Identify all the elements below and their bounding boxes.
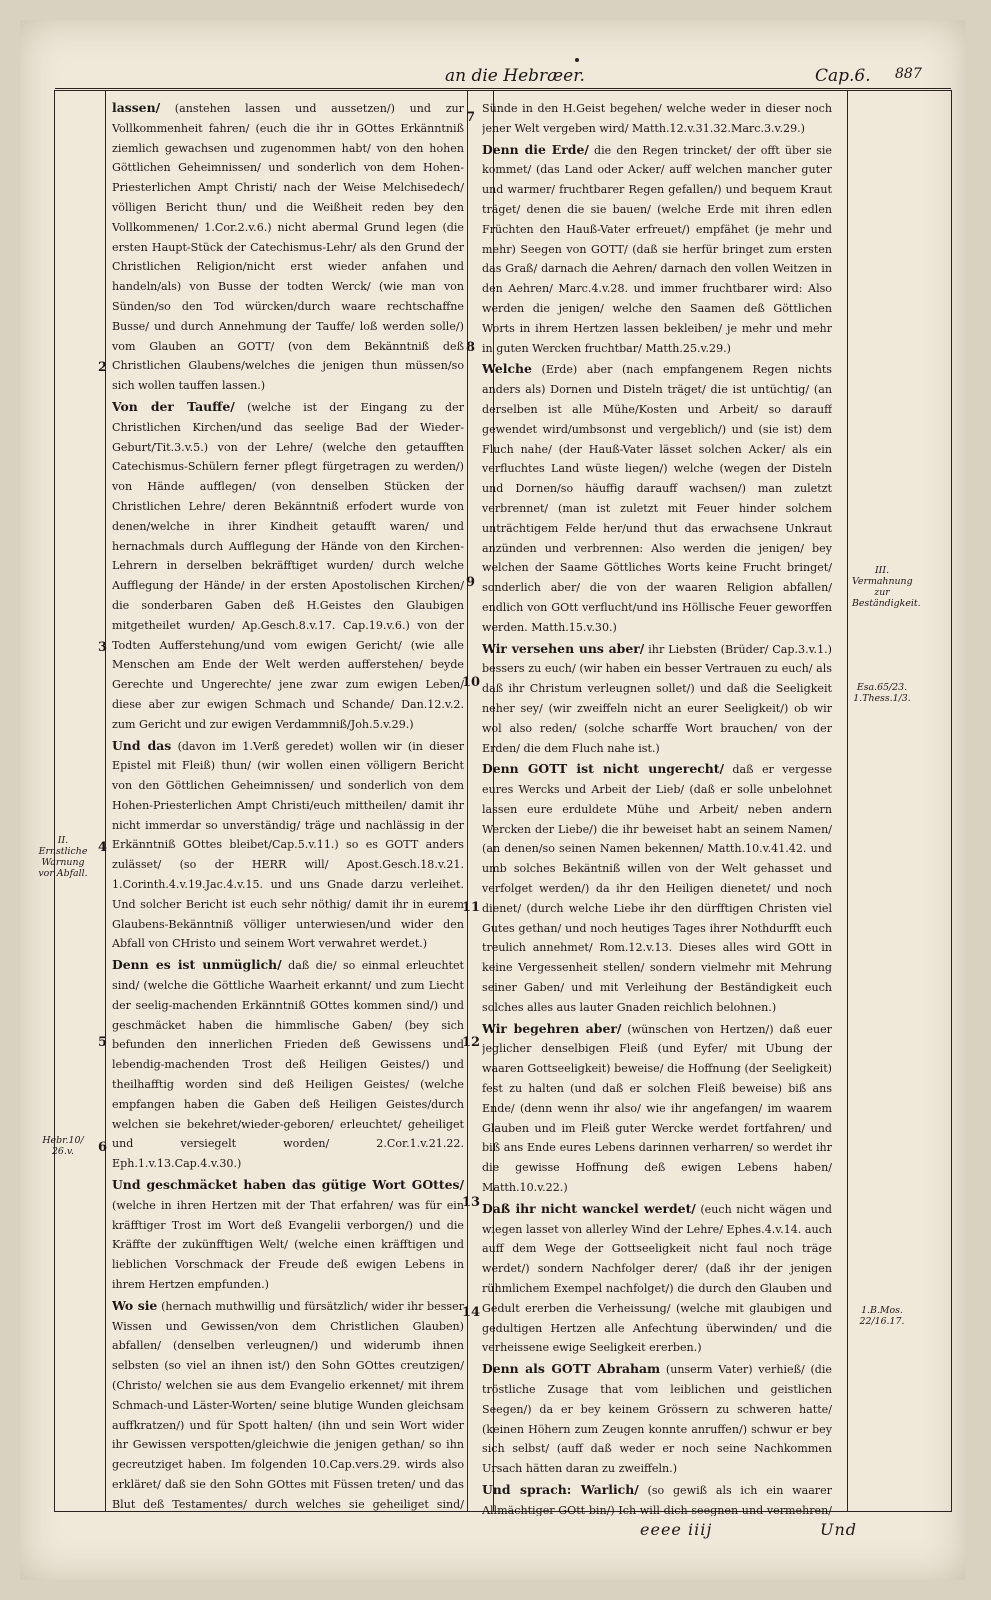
left-margin-rule: [105, 91, 106, 1511]
verse-number: 14: [462, 1305, 481, 1320]
verse-gloss: (welche in ihren Hertzen mit der That erfahren/ was für ein kräfftiger Trost im Wort deß Evangelii verborgen/) und die Kräffte der zukünfftigen Welt/ (welche einen kräfftigen und lieblichen Vorschmack der Freude deß ewigen Lebens in ihrem Hertzen empfunden.): [112, 1198, 464, 1292]
verse-gloss: die den Regen trincket/ der offt über sie kommet/ (das Land oder Acker/ auff welchen mancher guter und warmer/ fruchtbarer Regen gefallen/) und bequem Kraut träget/ denen die sie bauen/ (welche Erde mit ihren edlen Früchten den Hauß-Vater erfreuet/) empfähet (je mehr und mehr) Seegen von GOTT/ (daß sie herfür bringet zum ersten das Graß/ darnach die Aehren/ darnach den vollen Weitzen in den Aehren/ Marc.4.v.28. und immer fruchtbarer wird: Also werden die jenigen/ welche den Saamen deß Göttlichen Worts in ihrem Hertzen lassen bekleiben/ je mehr und mehr in guten Wercken fruchtbar/ Matth.25.v.29.): [482, 143, 832, 355]
left-column: [112, 98, 464, 1516]
verse-paragraph: [112, 397, 464, 735]
verse-lead: lassen/: [112, 100, 161, 115]
page-number: 887: [895, 66, 922, 82]
verse-number: 13: [462, 1195, 481, 1210]
verse-gloss: daß die/ so einmal erleuchtet sind/ (welche die Göttliche Waarheit erkannt/ und zum Liecht der seelig-machenden Erkänntniß GOttes kommen sind/) und geschmäcket haben die himmlische Gaben/ (bey sich befunden den innerlichen Frieden deß Gewissens und lebendig-machenden Trost deß Heiligen Geistes/) und theilhafftig worden sind deß Heiligen Geistes/ (welche empfangen haben die Gaben deß Heiligen Geistes/durch welchen sie bekehret/wieder-geboren/ erleuchtet/ geheiliget und versiegelt worden/ 2.Cor.1.v.21.22. Eph.1.v.13.Cap.4.v.30.): [112, 959, 464, 1171]
verse-gloss: ihr Liebsten (Brüder/ Cap.3.v.1.) bessers zu euch/ (wir haben ein besser Vertrauen zu euch/ als daß ihr Christum verleugnen sollet/) und daß die Seeligkeit neher sey/ (wir zweiffeln nicht an eurer Seeligkeit/) ob wir wol also reden/ (solche scharffe Wort brauchen/ von der Erden/ die dem Fluch nahe ist.): [482, 642, 832, 755]
verse-paragraph: [482, 140, 832, 359]
verse-gloss: (euch nicht wägen und wiegen lasset von allerley Wind der Lehre/ Ephes.4.v.14. auch auff dem Wege der Gottseeligkeit nicht faul noch träge werdet/) sondern Nachfolger derer/ (daß ihr der jenigen rühmlichem Exempel nachfolget/) die durch den Glauben und Gedult ererben die Verheissung/ (welche mit glaubigen und gedultigen Hertzen alle Anfechtung überwinden/ und die verheissene ewige Seeligkeit ererben.): [482, 1202, 832, 1355]
verse-number: 6: [98, 1140, 108, 1155]
verse-number: 9: [466, 575, 476, 590]
verse-lead: Wo sie: [112, 1297, 158, 1313]
verse-paragraph: [482, 639, 832, 759]
verse-lead: Welche: [482, 361, 532, 377]
verse-paragraph: [112, 1296, 464, 1516]
right-margin-rule: [847, 91, 848, 1511]
verse-gloss: (hernach muthwillig und fürsätzlich/ wider ihr besser Wissen und Gewissen/von dem Christlichen Glauben) abfallen/ (denselben verleugnen/) und widerumb ihnen selbsten (so viel an ihnen ist/) den Sohn GOttes creutzigen/ (Christo/ welchen sie aus dem Evangelio erkennet/ mit ihrem Schmach-und Läster-Worten/ seine blutige Wunden gleichsam auffkratzen/) und für Spott halten/ (ihn und sein Wort wider ihr Gewissen verspotten/gleichwie die jenigen gethan/ so ihn gecreutziget haben. Im folgenden 10.Cap.vers.29. wirds also erkläret/ daß sie den Sohn GOttes mit Füssen treten/ und das Blut deß Testamentes/ durch welches sie geheiliget sind/: [112, 1299, 464, 1511]
verse-paragraph: [482, 1359, 832, 1479]
margin-note-ref: Esa.65/23. 1.Thess.1/3.: [853, 682, 911, 704]
verse-gloss: (davon im 1.Verß geredet) wollen wir (in dieser Epistel mit Fleiß) thun/ (wir wollen einen völligern Bericht von den Göttlichen Geheimnissen/ und sonderlich von dem Hohen-Priesterlichen Ampt Christi/euch mittheilen/ damit ihr nicht immerdar so unverständig/ träge und nachlässig in der Erkänntniß GOttes bleibet/Cap.5.v.11.) so es GOTT anders zulässet/ (so der HERR will/ Apost.Gesch.18.v.21. 1.Corinth.4.v.19.Jac.4.v.15. und uns Gnade darzu verleihet. Und solcher Bericht ist euch sehr nöthig/ damit ihr in eurem Glaubens-Bekänntniß völliger unterwiesen/und wider den Abfall von CHristo und seinem Wort verwahret werdet.): [112, 739, 464, 951]
verse-number: 4: [98, 840, 108, 855]
verse-gloss: (unserm Vater) verhieß/ (die tröstliche Zusage that vom leiblichen und geistlichen Seegen/) da er bey keinem Grössern zu schweren hatte/ (keinen Höhern zum Zeugen konnte anruffen/) schwur er bey sich selbst/ (auff daß weder er noch seine Nachkommen Ursach hätten daran zu zweiffeln.): [482, 1363, 832, 1476]
verse-lead: Denn GOTT ist nicht ungerecht/: [482, 761, 725, 777]
verse-paragraph: [482, 759, 832, 1017]
catchword: Und: [820, 1520, 858, 1539]
verse-paragraph: [112, 955, 464, 1174]
verse-gloss: (Erde) aber (nach empfangenem Regen nichts anders als) Dornen und Disteln träget/ die ist untüchtig/ (an derselben ist alle Mühe/Kosten und Arbeit/ so darauff gewendet wird/umbsonst und vergeblich/) und (sie ist) dem Fluch nahe/ (der Hauß-Vater lässet solchen Acker/ als ein verfluchtes Land wüste liegen/) welche (wegen der Disteln und Dornen/so häuffig darauff wachsen/) man zuletzt verbrennet/ (man ist zuletzt mit Feuer hinder solchem unträchtigem Felde her/und thut das erwachsene Unkraut anzünden und verbrennen: Also werden die jenigen/ bey welchen der Saame Göttliches Worts keine Frucht bringet/ sonderlich aber/ die von der waaren Religion abfallen/ endlich von GOtt verflucht/und ins Höllische Feuer geworffen werden. Matth.15.v.30.): [482, 363, 832, 634]
verse-lead: Und das: [112, 737, 172, 753]
verse-paragraph: [482, 1199, 832, 1358]
margin-note-warning: II. Ernstliche Warnung vor Abfall.: [38, 835, 88, 879]
verse-lead: Wir begehren aber/: [482, 1020, 622, 1036]
header-title: an die Hebræer.: [445, 66, 585, 86]
verse-number: 11: [462, 900, 481, 915]
verse-lead: Denn die Erde/: [482, 141, 589, 157]
verse-paragraph: [482, 1480, 832, 1516]
verse-paragraph: [112, 98, 464, 396]
margin-note-ref: Hebr.10/ 26.v.: [42, 1135, 84, 1157]
verse-paragraph: [112, 1175, 464, 1295]
margin-note-exhortation: III. Vermahnung zur Beständigkeit.: [852, 565, 921, 609]
verse-gloss: (welche ist der Eingang zu der Christlichen Kirchen/und das seelige Bad der Wieder-Geburt/Tit.3.v.5.) von der Lehre/ (welche den getaufften Catechismus-Schülern ferner pflegt fürgetragen zu werden/) von Hände aufflegen/ (von denselben Stücken der Christlichen Lehre/ deren Bekänntniß erfodert wurde von denen/welche in ihrer Kindheit getaufft waren/ und hernachmals durch Aufflegung der Hände von den Kirchen-Lehrern in derselben bekräfftiget wurden/ durch welche Aufflegung der Hände/ in der ersten Apostolischen Kirchen/ die sonderbaren Gaben deß H.Geistes den Glaubigen mitgetheilet wurden/ Ap.Gesch.8.v.17. Cap.19.v.6.) von der Todten Aufferstehung/und vom ewigen Gericht/ (wie alle Menschen am Ende der Welt werden aufferstehen/ beyde Gerechte und Ungerechte/ jene zwar zum ewigen Leben/ diese aber zur ewigen Schmach und Schande/ Dan.12.v.2. zum Gericht und zur ewigen Verdammniß/Joh.5.v.29.): [112, 400, 464, 731]
verse-number: 8: [466, 340, 476, 355]
verse-number: 2: [98, 360, 108, 375]
verse-paragraph: [482, 1019, 832, 1198]
verse-paragraph: [112, 736, 464, 955]
margin-note-ref: 1.B.Mos. 22/16.17.: [859, 1305, 905, 1327]
verse-paragraph: [482, 98, 832, 139]
verse-gloss: (anstehen lassen und aussetzen/) und zur Vollkommenheit fahren/ (euch die ihr in GOttes Erkänntniß ziemlich gewachsen und zugenommen habt/ von den hohen Göttlichen Geheimnissen/ und sonderlich von dem Hohen-Priesterlichen Ampt Christi/ nach der Weise Melchisedech/ völligen Bericht thun/ und die Weißheit reden bey den Vollkommenen/ 1.Cor.2.v.6.) nicht abermal Grund legen (die ersten Haupt-Stück der Catechismus-Lehr/ als den Grund der Christlichen Religion/nicht erst wieder anfahen und handeln/als) von Busse der todten Werck/ (wie man von Sünden/so den Tod würcken/durch waare rechtschaffne Busse/ und durch Annehmung der Tauffe/ loß werden solle/) vom Glauben an GOTT/ (von dem Bekänntniß deß Christlichen Glaubens/welches die jenigen thun müssen/so sich wollen tauffen lassen.): [112, 102, 464, 393]
ink-dot: [575, 58, 579, 62]
verse-number: 5: [98, 1035, 108, 1050]
verse-number: 10: [462, 675, 481, 690]
verse-gloss: daß er vergesse eures Wercks und Arbeit der Lieb/ (daß er solle unbelohnet lassen eure erduldete Mühe und Arbeit/ neben andern Wercken der Liebe/) die ihr beweiset habt an seinem Namen/ (an denen/so seinen Namen bekennen/ Matth.10.v.41.42. und umb solches Bekäntniß willen von der Welt gehasset und verfolget werden/) da ihr den Heiligen dienetet/ und noch dienet/ (durch welche Liebe ihr den dürfftigen Christen viel Gutes gethan/ und noch heutiges Tages ihrer Nothdurfft euch treulich annehmet/ Rom.12.v.13. Dieses alles wird GOtt in keine Vergessenheit stellen/ sondern vielmehr mit Mehrung seiner Gaben/ und mit Verleihung der Beständigkeit euch solches alles aus lauter Gnaden reichlich belohnen.): [482, 763, 832, 1014]
center-rule-left: [467, 91, 468, 1511]
signature-mark: eeee iiij: [640, 1520, 713, 1539]
verse-gloss: (so gewiß als ich ein waarer Allmächtiger GOtt bin/) Ich will dich seegnen und vermehren/: [482, 1483, 832, 1516]
book-page: [20, 20, 965, 1580]
verse-lead: Daß ihr nicht wanckel werdet/: [482, 1200, 696, 1216]
verse-lead: Denn als GOTT Abraham: [482, 1361, 661, 1377]
verse-number: 12: [462, 1035, 481, 1050]
verse-number: 3: [98, 640, 108, 655]
header-chapter: Cap.6.: [815, 66, 871, 86]
right-column: [482, 98, 832, 1516]
verse-gloss: Sünde in den H.Geist begehen/ welche weder in dieser noch jener Welt vergeben wird/ Matth.12.v.31.32.Marc.3.v.29.): [482, 102, 832, 135]
verse-number: 7: [466, 110, 476, 125]
verse-lead: Und sprach: Warlich/: [482, 1481, 639, 1497]
running-header: [55, 64, 951, 89]
verse-gloss: (wünschen von Hertzen/) daß euer jeglicher denselbigen Fleiß (und Eyfer/ mit Ubung der waaren Gottseeligkeit) beweise/ die Hoffnung (der Seeligkeit) fest zu halten (und daß er solchen Fleiß beweise) biß ans Ende/ (denn wenn ihr also/ wie ihr angefangen/ im waarem Glauben und im Fleiß guter Wercke werdet fortfahren/ und biß ans Ende eures Lebens darinnen verharren/ so werdet ihr die gewisse Hoffnung deß ewigen Lebens haben/ Matth.10.v.22.): [482, 1022, 832, 1195]
verse-paragraph: [482, 359, 832, 637]
verse-lead: Und geschmäcket haben das gütige Wort GOttes/: [112, 1177, 464, 1193]
verse-lead: Von der Tauffe/: [112, 398, 235, 414]
verse-lead: Wir versehen uns aber/: [482, 640, 645, 656]
verse-lead: Denn es ist unmüglich/: [112, 957, 282, 973]
